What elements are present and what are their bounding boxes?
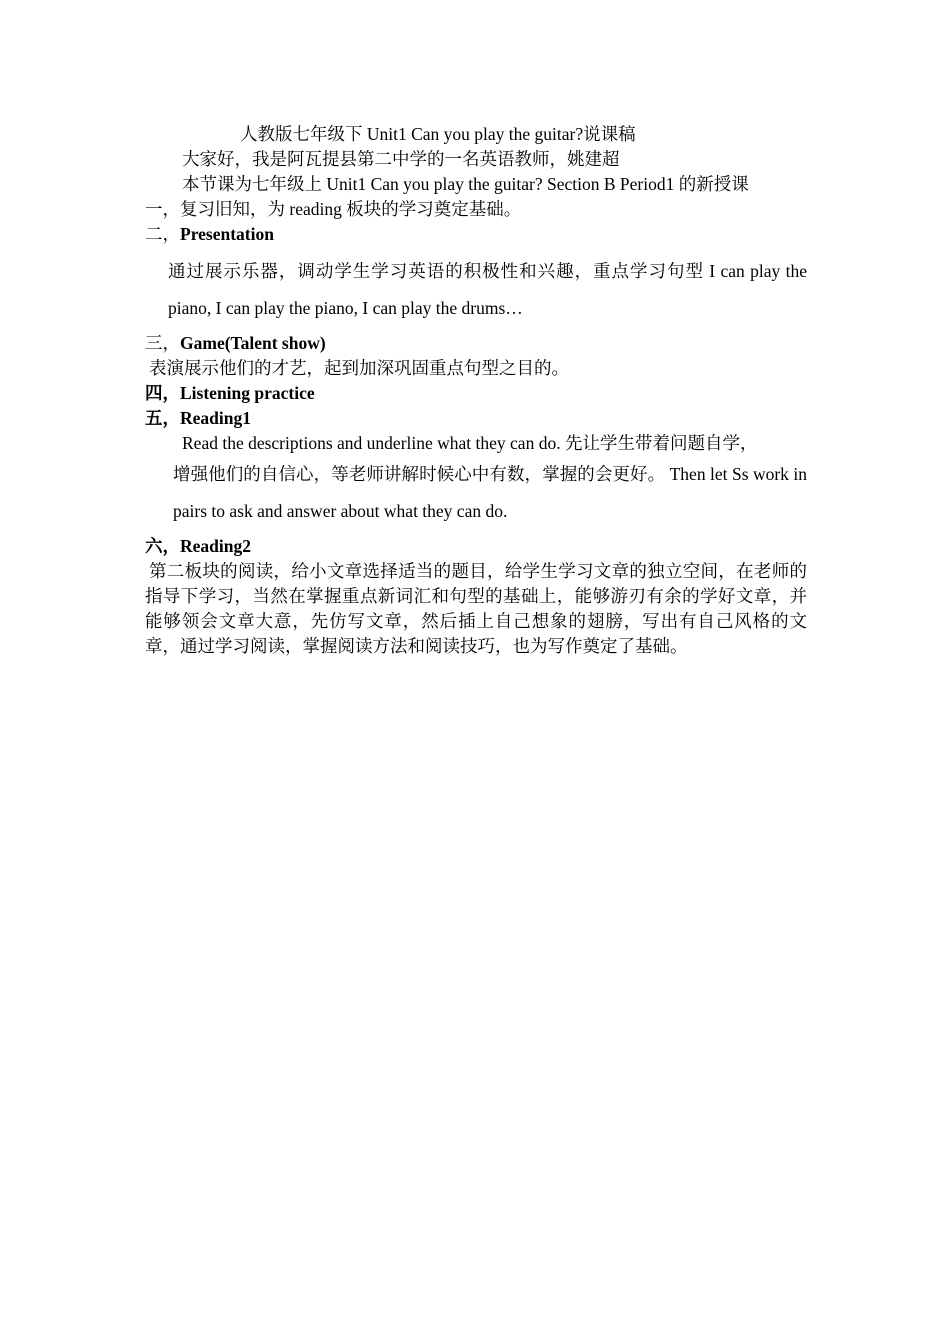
section-1 bbox=[145, 197, 807, 222]
section-4-number: 四， bbox=[145, 383, 180, 403]
section-6-title: Reading2 bbox=[180, 536, 251, 556]
section-5-heading bbox=[145, 406, 807, 431]
greeting-line: 大家好，我是阿瓦提县第二中学的一名英语教师，姚建超 bbox=[182, 149, 620, 169]
intro-paragraph: 本节课为七年级上 Unit1 Can you play the guitar? Section B Period1 的新授课 bbox=[182, 174, 749, 194]
section-2-heading bbox=[145, 222, 807, 247]
section-4-title: Listening practice bbox=[180, 383, 315, 403]
section-5-body-line1: Read the descriptions and underline what they can do. 先让学生带着问题自学， bbox=[182, 433, 758, 453]
document-title: 人教版七年级下 Unit1 Can you play the guitar?说课稿 bbox=[240, 124, 636, 144]
section-3-heading bbox=[145, 331, 807, 356]
section-2-title: Presentation bbox=[180, 224, 274, 244]
section-1-number: 一， bbox=[145, 199, 180, 219]
section-6-number: 六， bbox=[145, 536, 180, 556]
section-2-body: 通过展示乐器，调动学生学习英语的积极性和兴趣，重点学习句型 I can play the piano, I can play the piano, I can play the drums… bbox=[168, 261, 807, 318]
section-5-body-rest: 增强他们的自信心，等老师讲解时候心中有数，掌握的会更好。 Then let Ss work in pairs to ask and answer about what they can do. bbox=[173, 464, 807, 521]
section-6-heading bbox=[145, 534, 807, 559]
section-2-number: 二， bbox=[145, 224, 180, 244]
section-4-heading bbox=[145, 381, 807, 406]
section-1-text: 复习旧知，为 reading 板块的学习奠定基础。 bbox=[180, 199, 522, 219]
section-5-title: Reading1 bbox=[180, 408, 251, 428]
section-6-body: 第二板块的阅读，给小文章选择适当的题目，给学生学习文章的独立空间，在老师的指导下学习，当然在掌握重点新词汇和句型的基础上，能够游刃有余的学好文章，并能够领会文章大意，先仿写文章，然后插上自己想象的翅膀，写出有自己风格的文章，通过学习阅读，掌握阅读方法和阅读技巧，也为写作奠定了基础。 bbox=[145, 561, 807, 656]
section-5-number: 五， bbox=[145, 408, 180, 428]
section-3-title: Game(Talent show) bbox=[180, 333, 326, 353]
section-3-number: 三， bbox=[145, 333, 180, 353]
section-3-body: 表演展示他们的才艺，起到加深巩固重点句型之目的。 bbox=[149, 358, 569, 378]
document-body bbox=[145, 122, 807, 659]
